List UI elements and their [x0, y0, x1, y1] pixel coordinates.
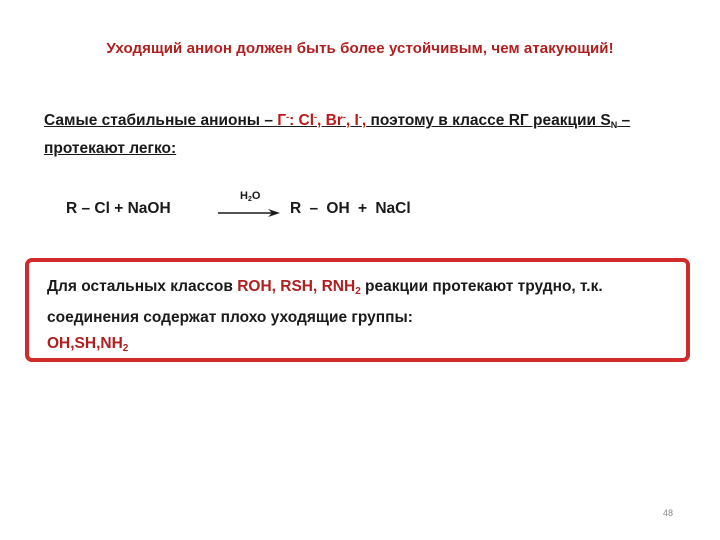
- equation-products: R – OH + NaCl: [290, 200, 411, 217]
- slide-title: Уходящий анион должен быть более устойчивым, чем атакующий!: [106, 40, 614, 57]
- reagent-water: $H_2O$: [240, 190, 261, 203]
- para-end: – протекают легко:: [44, 112, 631, 157]
- right-arrow-icon: [218, 208, 280, 218]
- leaving-groups: $OH,SH,NH_2$: [47, 335, 129, 354]
- anion-halide: Г-: Cl-, Br-, I-,: [277, 112, 367, 129]
- stable-anions-paragraph: [44, 106, 694, 160]
- page-number: 48: [662, 508, 673, 518]
- sn-subscript: N: [610, 120, 618, 130]
- other-classes-text: Для остальных классов ROH, RSH, $RNH_2$ реакции протекают трудно, т.к. соединения содержат плохо уходящие группы: $OH,SH,NH_2$: [47, 278, 603, 354]
- equation-reactants: R – Cl + NaOH: [66, 200, 171, 217]
- compound-classes: ROH, RSH, $RNH_2$: [237, 278, 361, 297]
- reaction-arrow: [218, 190, 280, 222]
- other-classes-box: [25, 258, 690, 362]
- para-lead: Самые стабильные анионы –: [44, 112, 278, 129]
- para-tail: поэтому в классе RГ реакции S: [366, 112, 611, 129]
